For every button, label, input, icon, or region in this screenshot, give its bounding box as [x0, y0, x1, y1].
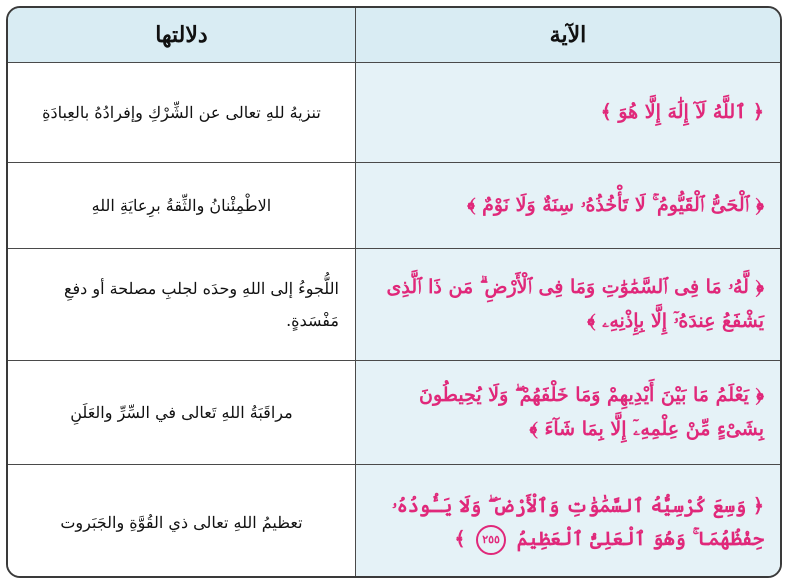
meaning-text: الاطْمِئْنانُ والثِّقةُ برِعايَةِ اللهِ: [91, 195, 272, 215]
verse-text: ﴿ وَسِعَ كُرْسِيُّهُ ٱلسَّمَٰوَٰتِ وَٱلْأَرْضَ ۖ وَلَا يَـُٔودُهُۥ حِفْظُهُمَا ۚ وَهُوَ ٱلْعَلِىُّ ٱلْعَظِيمُ: [391, 494, 764, 550]
table-row: [8, 249, 780, 361]
meaning-text: تنزيهُ للهِ تعالى عن الشِّرْكِ وإفرادُهُ بالعِبادَةِ: [42, 102, 321, 122]
verse-cell: ﴿ ٱلْحَىُّ ٱلْقَيُّومُ ۚ لَا تَأْخُذُهُۥ سِنَةٌ وَلَا نَوْمٌ ﴾: [355, 163, 780, 249]
verse-end-bracket: ﴾: [454, 527, 466, 550]
table-row: [8, 465, 780, 579]
meaning-cell: [8, 63, 355, 163]
table-header-row: [8, 8, 780, 63]
verses-table: [8, 8, 780, 578]
verses-table-frame: [6, 6, 782, 578]
table-row: [8, 361, 780, 465]
verse-cell: ﴿ لَّهُۥ مَا فِى ٱلسَّمَٰوَٰتِ وَمَا فِى ٱلْأَرْضِ ۗ مَن ذَا ٱلَّذِى يَشْفَعُ عِندَهُۥٓ إِلَّا بِإِذْنِهِۦ ﴾: [355, 249, 780, 361]
table-row: [8, 63, 780, 163]
verse-cell: ﴿ يَعْلَمُ مَا بَيْنَ أَيْدِيهِمْ وَمَا خَلْفَهُمْ ۖ وَلَا يُحِيطُونَ بِشَىْءٍ مِّنْ عِلْمِهِۦٓ إِلَّا بِمَا شَآءَ ﴾: [355, 361, 780, 465]
meaning-cell: [8, 163, 355, 249]
meaning-column-header: دلالتها: [8, 8, 355, 63]
meaning-text: تعظيمُ اللهِ تعالى ذي القُوَّةِ والجَبَروت: [60, 512, 303, 532]
meaning-text: اللُّجوءُ إلى اللهِ وحدَه لجلبِ مصلحة أو دفعِ مَفْسَدةٍ.: [64, 278, 339, 330]
meaning-cell: [8, 249, 355, 361]
meaning-text: مراقَبَةُ اللهِ تَعالى في السِّرِّ والعَلَنِ: [70, 402, 293, 422]
table-row: [8, 163, 780, 249]
meaning-cell: [8, 465, 355, 579]
verse-column-header: الآية: [355, 8, 780, 63]
meaning-cell: [8, 361, 355, 465]
verse-cell: [355, 465, 780, 579]
ayah-number-marker: ٢٥٥: [476, 525, 506, 555]
verse-cell: ﴿ ٱللَّهُ لَآ إِلَٰهَ إِلَّا هُوَ ﴾: [355, 63, 780, 163]
